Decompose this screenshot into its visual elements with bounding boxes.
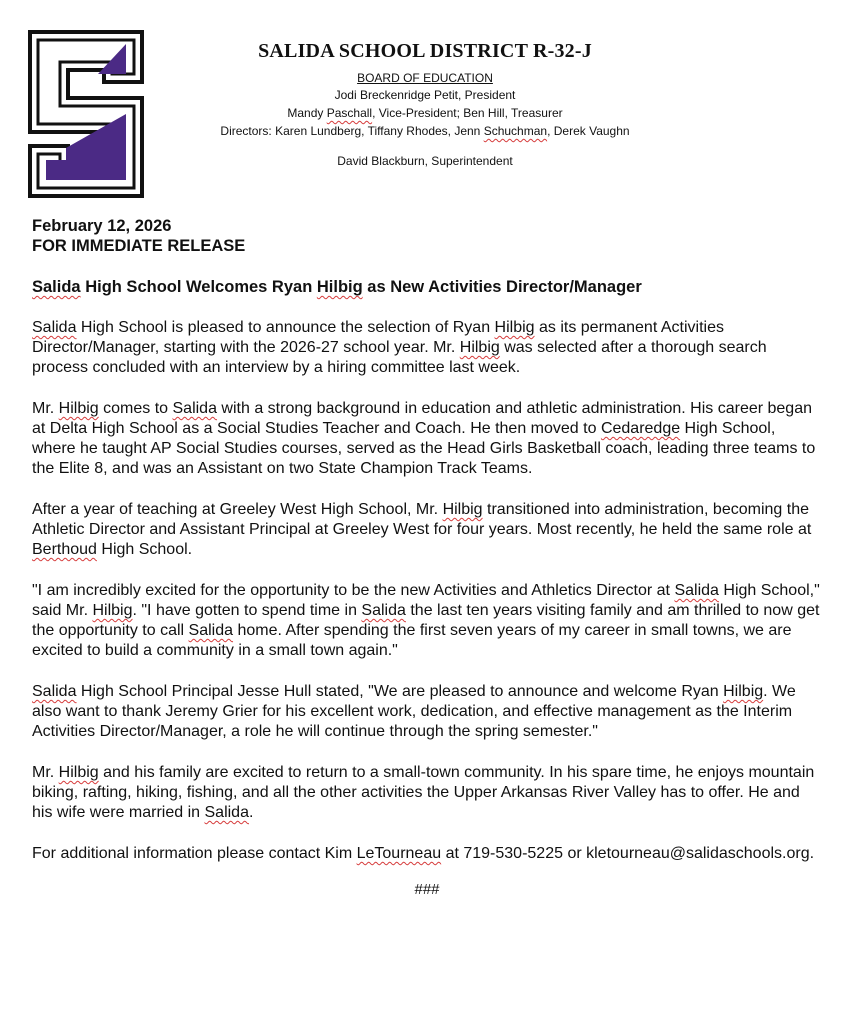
paragraph-text: transitioned into administration, becoming the Athletic Director and Assistant Principal at Greeley West for four years. Most recently, he held the same role at — [32, 501, 812, 538]
spellcheck-word: Hilbig — [316, 278, 363, 296]
spellcheck-word: Salida — [361, 602, 406, 619]
paragraph-text: Mr. — [32, 764, 59, 781]
directors-line — [170, 122, 680, 140]
paragraph-text: with a strong background in education and athletic administration. His career began at Delta High School as a Social Studies Teacher and Coach. He then moved to — [32, 400, 812, 437]
paragraph-text: High School. — [96, 541, 193, 558]
paragraph-text: "I am incredibly excited for the opportunity to be the new Activities and Athletics Director at — [32, 582, 675, 599]
spellcheck-word: Salida — [204, 804, 249, 821]
vice-treasurer-prefix: Mandy — [287, 106, 327, 120]
spellcheck-word: Berthoud — [32, 541, 97, 558]
vice-treasurer-suffix: , Vice-President; Ben Hill, Treasurer — [372, 106, 563, 120]
paragraph-contact — [32, 844, 822, 864]
paragraph-text: and his family are excited to return to a small-town community. In his spare time, he enjoys mountain biking, rafting, hiking, fishing, and all the other activities the Upper Arkansas River Valley has to offer. He and his wife were married in — [32, 764, 815, 821]
spellcheck-word: Salida — [32, 683, 77, 700]
release-date: February 12, 2026 — [32, 217, 172, 235]
paragraph-text: For additional information please contact Kim — [32, 845, 357, 862]
paragraph-text: as its permanent Activities Director/Manager, starting with the 2026-27 school year. Mr. — [32, 319, 724, 356]
end-mark: ### — [414, 881, 440, 898]
press-release-body — [32, 216, 822, 900]
paragraph-text: . — [248, 804, 254, 821]
spellcheck-word: Salida — [172, 400, 217, 417]
paragraph-announcement — [32, 318, 822, 378]
spellcheck-word: Hilbig — [92, 602, 133, 619]
spellcheck-word: Paschall — [326, 106, 373, 120]
directors-suffix: , Derek Vaughn — [547, 124, 630, 138]
release-label: FOR IMMEDIATE RELEASE — [32, 237, 246, 255]
headline-text: High School Welcomes Ryan — [80, 278, 317, 296]
vice-treasurer-line — [170, 104, 680, 122]
paragraph-text: High School Principal Jesse Hull stated, "We are pleased to announce and welcome Ryan — [76, 683, 724, 700]
paragraph-text: High School, where he taught AP Social Studies courses, served as the Head Girls Basketball coach, leading three teams to the Elite 8, and was an Assistant on two State Champion Track Teams. — [32, 420, 816, 477]
paragraph-principal-statement — [32, 682, 822, 742]
spellcheck-word: Hilbig — [58, 400, 99, 417]
spellcheck-word: Salida — [32, 319, 77, 336]
paragraph-text: Mr. — [32, 400, 59, 417]
superintendent-line: David Blackburn, Superintendent — [337, 154, 513, 168]
letterhead — [170, 40, 680, 168]
spellcheck-word: Cedaredge — [600, 420, 681, 437]
paragraph-text: After a year of teaching at Greeley West High School, Mr. — [32, 501, 443, 518]
spellcheck-word: Hilbig — [723, 683, 764, 700]
spellcheck-word: Schuchman — [483, 124, 548, 138]
spellcheck-word: Salida — [32, 278, 81, 296]
directors-prefix: Directors: Karen Lundberg, Tiffany Rhodes, Jenn — [220, 124, 484, 138]
paragraph-text: was selected after a thorough search process concluded with an interview by a hiring committee last week. — [32, 339, 767, 376]
spellcheck-word: Hilbig — [494, 319, 535, 336]
salida-s-logo — [26, 28, 150, 200]
president-line: Jodi Breckenridge Petit, President — [334, 88, 516, 102]
paragraph-text: High School," said Mr. — [32, 582, 820, 619]
spellcheck-word: Hilbig — [58, 764, 99, 781]
paragraph-quote — [32, 581, 822, 661]
paragraph-text: . We also want to thank Jeremy Grier for his excellent work, dedication, and effective management as the Interim Activities Director/Manager, a role he will continue through the spring semester." — [32, 683, 796, 740]
spellcheck-word: Hilbig — [442, 501, 483, 518]
spellcheck-word: LeTourneau — [356, 845, 442, 862]
paragraph-personal — [32, 763, 822, 823]
board-heading: BOARD OF EDUCATION — [357, 71, 493, 85]
district-name: SALIDA SCHOOL DISTRICT R-32-J — [258, 40, 592, 62]
paragraph-text: . "I have gotten to spend time in — [132, 602, 362, 619]
paragraph-text: comes to — [98, 400, 173, 417]
headline — [32, 277, 822, 297]
paragraph-text: High School is pleased to announce the selection of Ryan — [76, 319, 495, 336]
spellcheck-word: Salida — [188, 622, 234, 639]
spellcheck-word: Salida — [674, 582, 719, 599]
headline-text: as New Activities Director/Manager — [362, 278, 642, 296]
paragraph-text: at 719-530-5225 or kletourneau@salidaschools.org. — [441, 845, 815, 862]
paragraph-administration — [32, 500, 822, 560]
paragraph-text: the last ten years visiting family and am thrilled to now get the opportunity to call — [32, 602, 820, 639]
spellcheck-word: Hilbig — [459, 339, 500, 356]
paragraph-background — [32, 399, 822, 479]
paragraph-text: home. After spending the first seven years of my career in small towns, we are excited to build a community in a small town again." — [32, 622, 792, 659]
